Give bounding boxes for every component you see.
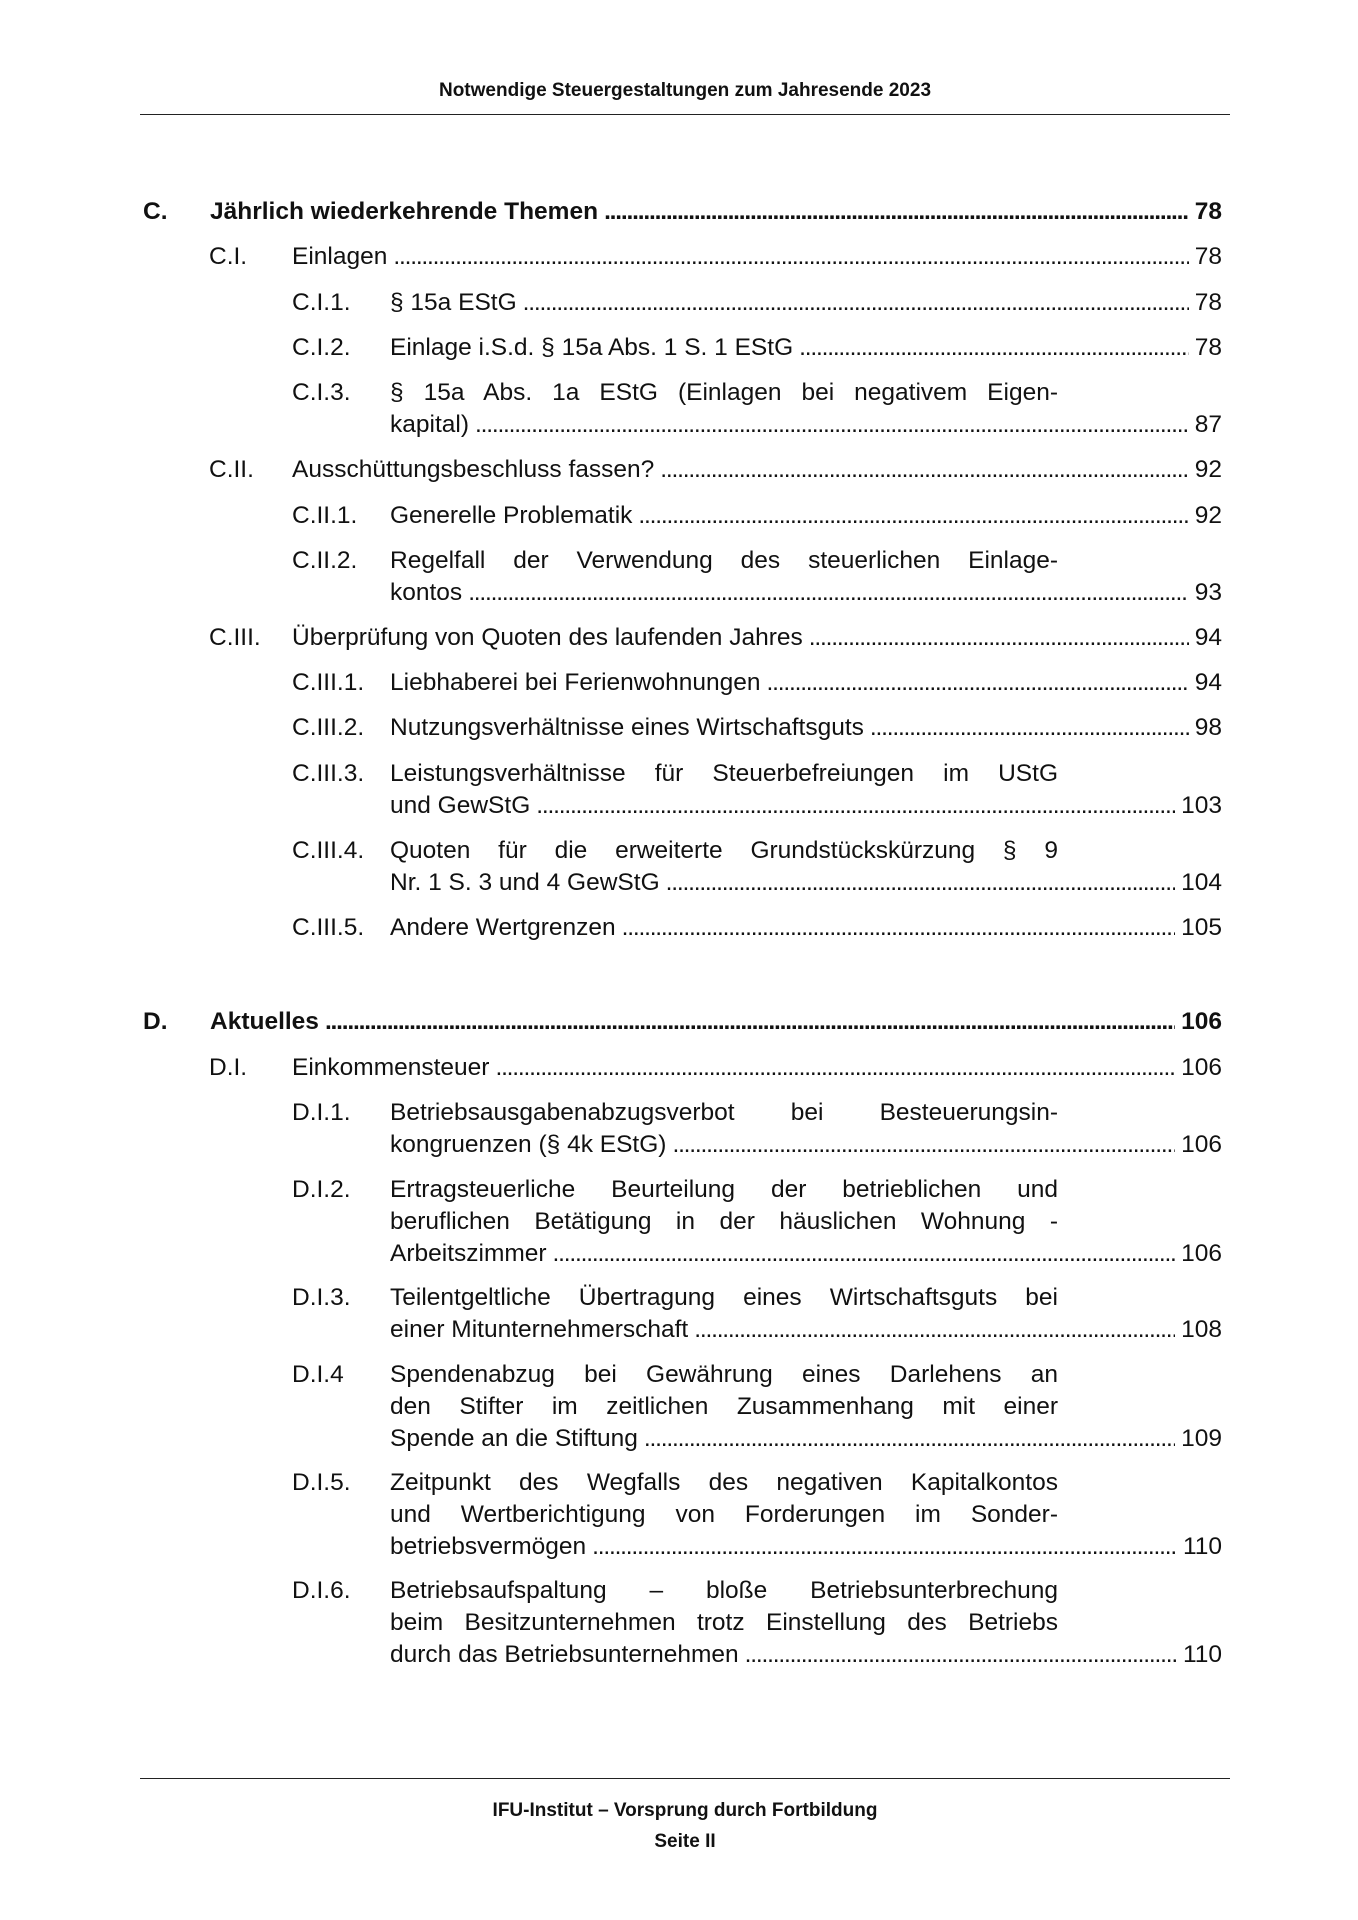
toc-entry-title-line: einer Mitunternehmerschaft [390,1316,689,1343]
toc-entry-page: 106 [1181,1131,1222,1158]
toc-entry-title-line: Betriebsaufspaltung – bloße Betriebsunterbrechung [390,1577,1058,1604]
toc-entry-number: C.III.1. [292,669,365,696]
toc-entry-title-line: Arbeitszimmer [390,1240,547,1267]
dot-leader [870,712,1189,744]
toc-entry-title-line: § 15a EStG [390,289,517,316]
toc-entry-title-line: Einlage i.S.d. § 15a Abs. 1 S. 1 EStG [390,334,794,361]
toc-entry-page: 109 [1181,1425,1222,1452]
toc-entry-title-line: kapital) [390,411,469,438]
toc-entry[interactable] [0,758,1358,822]
toc-entry-title-line: durch das Betriebsunternehmen [390,1641,739,1668]
toc-entry-title-line: Betriebsausgabenabzugsverbot bei Besteuerungsin- [390,1099,1058,1126]
toc-entry-number: C.I.2. [292,334,351,361]
toc-entry-number: D.I.2. [292,1176,351,1203]
toc-entry-page: 78 [1194,243,1222,270]
toc-entry[interactable] [0,1174,1358,1270]
toc-entry-title-row [390,287,1222,319]
dot-leader [604,196,1189,228]
toc-entry-title-row [390,790,1222,822]
toc-entry[interactable] [0,377,1358,441]
toc-entry[interactable] [0,454,1358,486]
toc-entry-title-row [390,332,1222,364]
toc-entry-page: 78 [1194,289,1222,316]
toc-entry-number: C.I.1. [292,289,351,316]
toc-entry-title-line: Ausschüttungsbeschluss fassen? [292,456,655,483]
toc-entry-number: C.I.3. [292,379,351,406]
dot-leader [523,287,1189,319]
toc-entry-title-line: Nr. 1 S. 3 und 4 GewStG [390,869,660,896]
footer-divider [140,1778,1230,1779]
toc-entry[interactable] [0,712,1358,744]
toc-entry-title-line: betriebsvermögen [390,1533,587,1560]
toc-entry-number: C.I. [209,243,248,270]
toc-entry-number: D. [143,1008,168,1035]
toc-entry-page: 94 [1194,624,1222,651]
toc-entry-page: 92 [1194,456,1222,483]
toc-entry-title-row [390,867,1222,899]
toc-entry-title-line: Spendenabzug bei Gewährung eines Darlehens an [390,1361,1058,1388]
toc-entry-title-row [292,241,1222,273]
toc-entry-number: C.III.5. [292,914,365,941]
toc-entry-page: 87 [1194,411,1222,438]
dot-leader [660,454,1188,486]
toc-entry-number: C.III.2. [292,714,365,741]
toc-entry-title-row [390,1238,1222,1270]
toc-entry[interactable] [0,545,1358,609]
toc-entry-title-row [210,196,1222,228]
toc-entry[interactable] [0,622,1358,654]
toc-entry-number: C.III.3. [292,760,365,787]
toc-entry[interactable] [0,196,1358,228]
toc-entry[interactable] [0,287,1358,319]
toc-entry-number: C.II.1. [292,502,358,529]
toc-entry-page: 105 [1181,914,1222,941]
dot-leader [672,1129,1175,1161]
dot-leader [745,1639,1177,1671]
dot-leader [809,622,1189,654]
toc-entry[interactable] [0,1359,1358,1455]
toc-entry-title-line: Liebhaberei bei Ferienwohnungen [390,669,761,696]
toc-entry[interactable] [0,1097,1358,1161]
dot-leader [644,1423,1175,1455]
toc-entry-title-line: Einkommensteuer [292,1054,490,1081]
dot-leader [393,241,1188,273]
toc-entry-page: 78 [1194,334,1222,361]
toc-entry-title-row [390,500,1222,532]
toc-entry-title-row [390,577,1222,609]
toc-entry[interactable] [0,667,1358,699]
dot-leader [694,1314,1175,1346]
toc-entry-title-row [390,912,1222,944]
dot-leader [592,1531,1177,1563]
toc-entry[interactable] [0,241,1358,273]
page-footer [140,1795,1230,1857]
dot-leader [468,577,1189,609]
footer-institute: IFU-Institut – Vorsprung durch Fortbildung [492,1800,878,1821]
toc-entry[interactable] [0,1575,1358,1671]
toc-entry-number: C. [143,198,168,225]
toc-entry-title-line: Ertragsteuerliche Beurteilung der betrieblichen und [390,1176,1058,1203]
toc-entry-title-line: Leistungsverhältnisse für Steuerbefreiungen im UStG [390,760,1058,787]
footer-page-number: Seite II [654,1831,716,1852]
toc-entry-number: D.I. [209,1054,248,1081]
toc-entry-title-row [390,1531,1222,1563]
dot-leader [666,867,1175,899]
toc-entry-number: C.III. [209,624,261,651]
toc-entry[interactable] [0,835,1358,899]
toc-entry-title-line: Andere Wertgrenzen [390,914,616,941]
toc-entry-page: 92 [1194,502,1222,529]
page-header: Notwendige Steuergestaltungen zum Jahresende 2023 [438,80,932,101]
toc-entry-title-line: § 15a Abs. 1a EStG (Einlagen bei negativem Eigen- [390,379,1058,406]
toc-entry-title-line: Zeitpunkt des Wegfalls des negativen Kapitalkontos [390,1469,1058,1496]
toc-entry-title-line: Spende an die Stiftung [390,1425,638,1452]
toc-entry-page: 106 [1181,1054,1222,1081]
toc-entry[interactable] [0,1052,1358,1084]
toc-entry-page: 103 [1181,792,1222,819]
toc-entry-title-line: beim Besitzunternehmen trotz Einstellung des Betriebs [390,1609,1058,1636]
toc-entry-title-line: Nutzungsverhältnisse eines Wirtschaftsguts [390,714,864,741]
toc-entry-title-row [292,622,1222,654]
toc-entry-title-line: beruflichen Betätigung in der häuslichen Wohnung - [390,1208,1058,1235]
toc-entry[interactable] [0,1467,1358,1563]
toc-entry-page: 106 [1181,1240,1222,1267]
toc-entry-page: 94 [1194,669,1222,696]
toc-entry-title-line: den Stifter im zeitlichen Zusammenhang mit einer [390,1393,1058,1420]
dot-leader [495,1052,1175,1084]
toc-entry-number: C.II. [209,456,254,483]
toc-entry-title-line: kongruenzen (§ 4k EStG) [390,1131,667,1158]
toc-entry-title-line: Jährlich wiederkehrende Themen [210,198,599,225]
dot-leader [536,790,1175,822]
toc-entry[interactable] [0,332,1358,364]
toc-entry-page: 93 [1194,579,1222,606]
toc-entry-title-row [390,409,1222,441]
toc-entry-number: C.III.4. [292,837,365,864]
toc-entry[interactable] [0,1282,1358,1346]
toc-entry-title-line: kontos [390,579,463,606]
toc-entry-title-row [390,1129,1222,1161]
toc-entry-page: 104 [1181,869,1222,896]
toc-entry-title-row [210,1006,1222,1038]
toc-entry-title-line: Teilentgeltliche Übertragung eines Wirtschaftsguts bei [390,1284,1058,1311]
toc-entry-title-line: und GewStG [390,792,531,819]
toc-entry-page: 110 [1182,1533,1222,1560]
toc-entry-title-line: Generelle Problematik [390,502,633,529]
toc-entry-title-line: und Wertberichtigung von Forderungen im Sonder- [390,1501,1058,1528]
toc-entry-title-row [292,454,1222,486]
toc-entry-title-row [292,1052,1222,1084]
toc-entry[interactable] [0,500,1358,532]
toc-entry[interactable] [0,1006,1358,1038]
toc-entry-title-row [390,1639,1222,1671]
toc-entry-number: D.I.6. [292,1577,351,1604]
dot-leader [799,332,1189,364]
toc-entry-number: D.I.4 [292,1361,344,1388]
toc-entry-title-row [390,1314,1222,1346]
dot-leader [475,409,1189,441]
toc-entry[interactable] [0,912,1358,944]
toc-entry-number: D.I.3. [292,1284,351,1311]
dot-leader [622,912,1175,944]
toc-entry-number: C.II.2. [292,547,358,574]
toc-entry-page: 78 [1194,198,1222,225]
toc-entry-title-row [390,1423,1222,1455]
toc-entry-title-line: Quoten für die erweiterte Grundstückskürzung § 9 [390,837,1058,864]
toc-entry-number: D.I.1. [292,1099,351,1126]
toc-entry-page: 106 [1181,1008,1222,1035]
toc-entry-page: 98 [1194,714,1222,741]
toc-entry-title-line: Aktuelles [210,1008,319,1035]
dot-leader [767,667,1189,699]
toc-entry-number: D.I.5. [292,1469,351,1496]
toc-entry-title-row [390,667,1222,699]
dot-leader [553,1238,1176,1270]
dot-leader [325,1006,1175,1038]
toc-entry-title-line: Regelfall der Verwendung des steuerlichen Einlage- [390,547,1058,574]
toc-entry-title-line: Überprüfung von Quoten des laufenden Jahres [292,624,803,651]
toc-entry-title-row [390,712,1222,744]
toc-entry-title-line: Einlagen [292,243,388,270]
toc-entry-page: 110 [1182,1641,1222,1668]
toc-entry-page: 108 [1181,1316,1222,1343]
dot-leader [638,500,1188,532]
